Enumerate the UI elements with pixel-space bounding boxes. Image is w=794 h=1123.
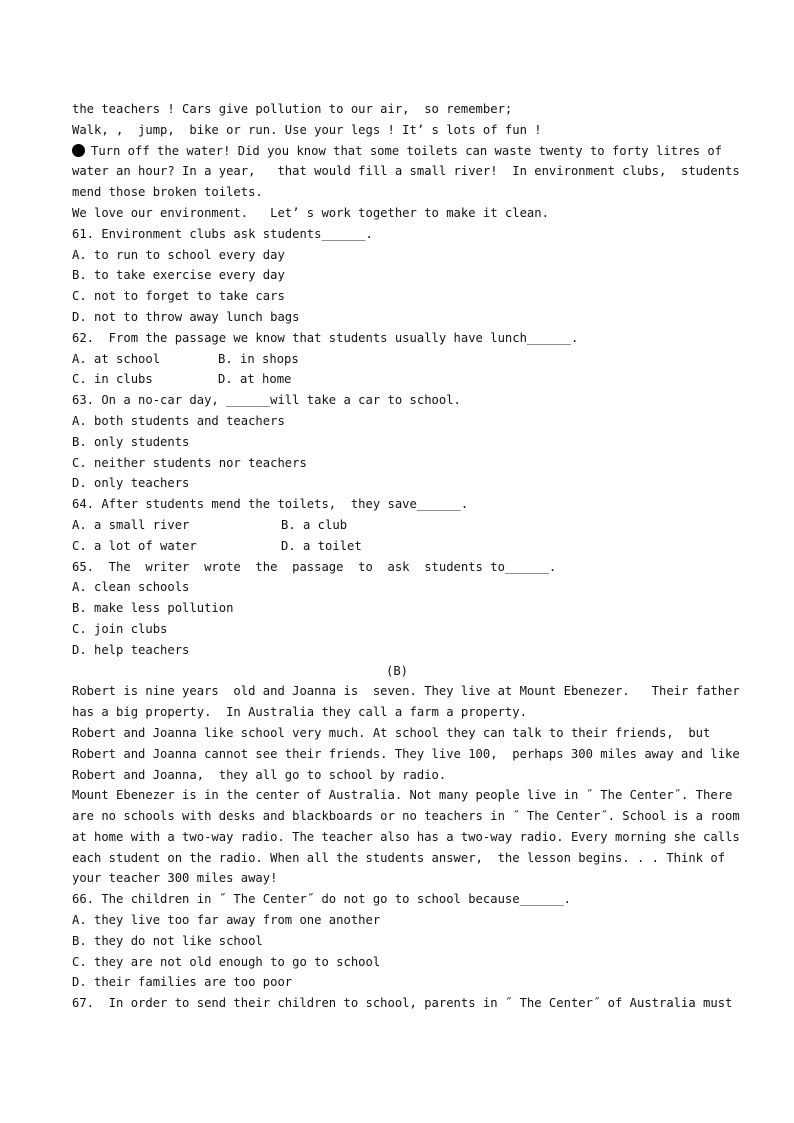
option-row (72, 369, 722, 390)
question-stem: 67. In order to send their children to school, parents in ˝ The Center˝ of Australia must (72, 996, 733, 1011)
option: D. not to throw away lunch bags (72, 309, 300, 324)
option: D. at home (218, 372, 292, 387)
option: A. clean schools (72, 580, 190, 595)
passage-line: mend those broken toilets. (72, 185, 263, 200)
option: D. help teachers (72, 642, 190, 657)
passage-line: your teacher 300 miles away! (72, 871, 278, 886)
question-stem: 62. From the passage we know that students usually have lunch______. (72, 330, 579, 345)
option: D. a toilet (281, 538, 362, 553)
section-heading: (B) (385, 663, 408, 678)
option: B. only students (72, 434, 190, 449)
question-stem: 64. After students mend the toilets, they save______. (72, 497, 469, 512)
question-stem: 61. Environment clubs ask students______. (72, 226, 373, 241)
option: A. to run to school every day (72, 247, 285, 262)
option: D. their families are too poor (72, 975, 293, 990)
option: B. make less pollution (72, 601, 234, 616)
option: A. a small river (72, 517, 190, 532)
option: A. at school (72, 351, 161, 366)
option: A. they live too far away from one another (72, 913, 381, 928)
option-row (72, 536, 722, 557)
option: B. to take exercise every day (72, 268, 285, 283)
passage-line: water an hour? In a year, that would fill a small river! In environment clubs, students (72, 164, 740, 179)
option: C. neither students nor teachers (72, 455, 307, 470)
option-row (72, 515, 722, 536)
option: B. a club (281, 517, 348, 532)
passage-line: the teachers ! Cars give pollution to our air, so remember; (72, 102, 513, 116)
question-stem: 63. On a no-car day, ______will take a car to school. (72, 393, 461, 408)
passage-line: Robert and Joanna cannot see their friends. They live 100, perhaps 300 miles away and like (72, 746, 740, 761)
option: C. a lot of water (72, 538, 197, 553)
option: C. join clubs (72, 621, 168, 636)
passage-line: Robert and Joanna, they all go to school by radio. (72, 767, 447, 782)
passage-line: Robert and Joanna like school very much. At school they can talk to their friends, but (72, 725, 711, 740)
option: C. they are not old enough to go to school (72, 954, 381, 969)
option: A. both students and teachers (72, 413, 285, 428)
passage-line: each student on the radio. When all the students answer, the lesson begins. . . Think of (72, 850, 726, 865)
passage-line: are no schools with desks and blackboards or no teachers in ˝ The Center˝. School is a room (72, 809, 740, 824)
question-stem: 66. The children in ˝ The Center˝ do not go to school because______. (72, 892, 571, 907)
passage-line: Robert is nine years old and Joanna is seven. They live at Mount Ebenezer. Their father (72, 684, 740, 699)
passage-line: Turn off the water! Did you know that some toilets can waste twenty to forty litres of (72, 141, 722, 162)
bullet-icon (72, 144, 85, 157)
passage-line: at home with a two-way radio. The teacher also has a two-way radio. Every morning she calls (72, 829, 740, 844)
question-stem: 65. The writer wrote the passage to ask students to______. (72, 559, 557, 574)
option: C. in clubs (72, 372, 153, 387)
option-row (72, 349, 722, 370)
document-page (72, 99, 740, 1014)
option: D. only teachers (72, 476, 190, 491)
passage-line: Mount Ebenezer is in the center of Australia. Not many people live in ˝ The Center˝. There (72, 788, 733, 803)
passage-line: Walk, , jump, bike or run. Use your legs ! It’ s lots of fun ! (72, 122, 542, 137)
passage-line: We love our environment. Let’ s work together to make it clean. (72, 205, 549, 220)
option: B. they do not like school (72, 933, 263, 948)
option: C. not to forget to take cars (72, 289, 285, 304)
option: B. in shops (218, 351, 299, 366)
passage-line: has a big property. In Australia they call a farm a property. (72, 705, 527, 720)
